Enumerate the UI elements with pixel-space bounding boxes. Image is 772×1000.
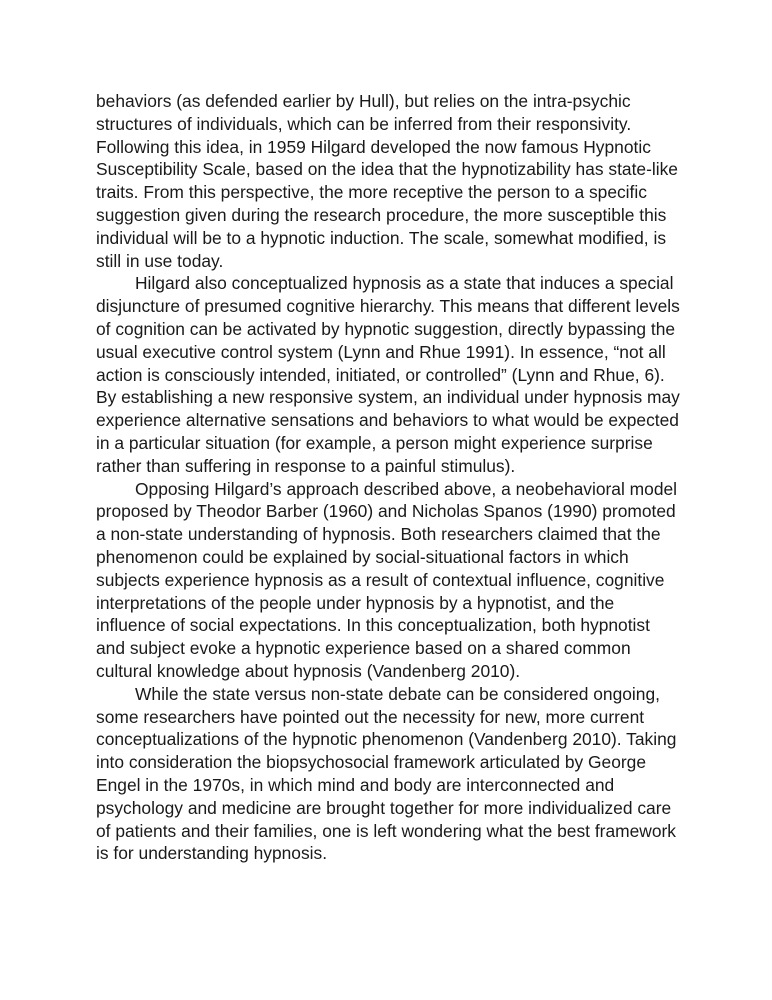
paragraph-2: Hilgard also conceptualized hypnosis as a state that induces a special disjuncture of presumed cognitive hierarchy. This means that different levels of cognition can be activated by hypnotic suggestion, directly bypassing the usual executive control system (Lynn and Rhue 1991). In essence, “not all action is consciously intended, initiated, or controlled” (Lynn and Rhue, 6). By establishing a new responsive system, an individual under hypnosis may experience alternative sensations and behaviors to what would be expected in a particular situation (for example, a person might experience surprise rather than suffering in response to a painful stimulus). (96, 273, 680, 476)
paragraph-4: While the state versus non-state debate can be considered ongoing, some researchers have pointed out the necessity for new, more current conceptualizations of the hypnotic phenomenon (Vandenberg 2010). Taking into consideration the biopsychosocial framework articulated by George Engel in the 1970s, in which mind and body are interconnected and psychology and medicine are brought together for more individualized care of patients and their families, one is left wondering what the best framework is for understanding hypnosis. (96, 683, 677, 864)
paragraph-1: behaviors (as defended earlier by Hull), but relies on the intra-psychic structures of individuals, which can be inferred from their responsivity. Following this idea, in 1959 Hilgard developed the now famous Hypnotic Susceptibility Scale, based on the idea that the hypnotizability has state-like traits. From this perspective, the more receptive the person to a specific suggestion given during the research procedure, the more susceptible this individual will be to a hypnotic induction. The scale, somewhat modified, is still in use today. (96, 91, 678, 271)
document-page (96, 90, 682, 865)
paragraph-3: Opposing Hilgard’s approach described above, a neobehavioral model proposed by Theodor Barber (1960) and Nicholas Spanos (1990) promoted a non-state understanding of hypnosis. Both researchers claimed that the phenomenon could be explained by social-situational factors in which subjects experience hypnosis as a result of contextual influence, cognitive interpretations of the people under hypnosis by a hypnotist, and the influence of social expectations. In this conceptualization, both hypnotist and subject evoke a hypnotic experience based on a shared common cultural knowledge about hypnosis (Vandenberg 2010). (96, 478, 678, 681)
